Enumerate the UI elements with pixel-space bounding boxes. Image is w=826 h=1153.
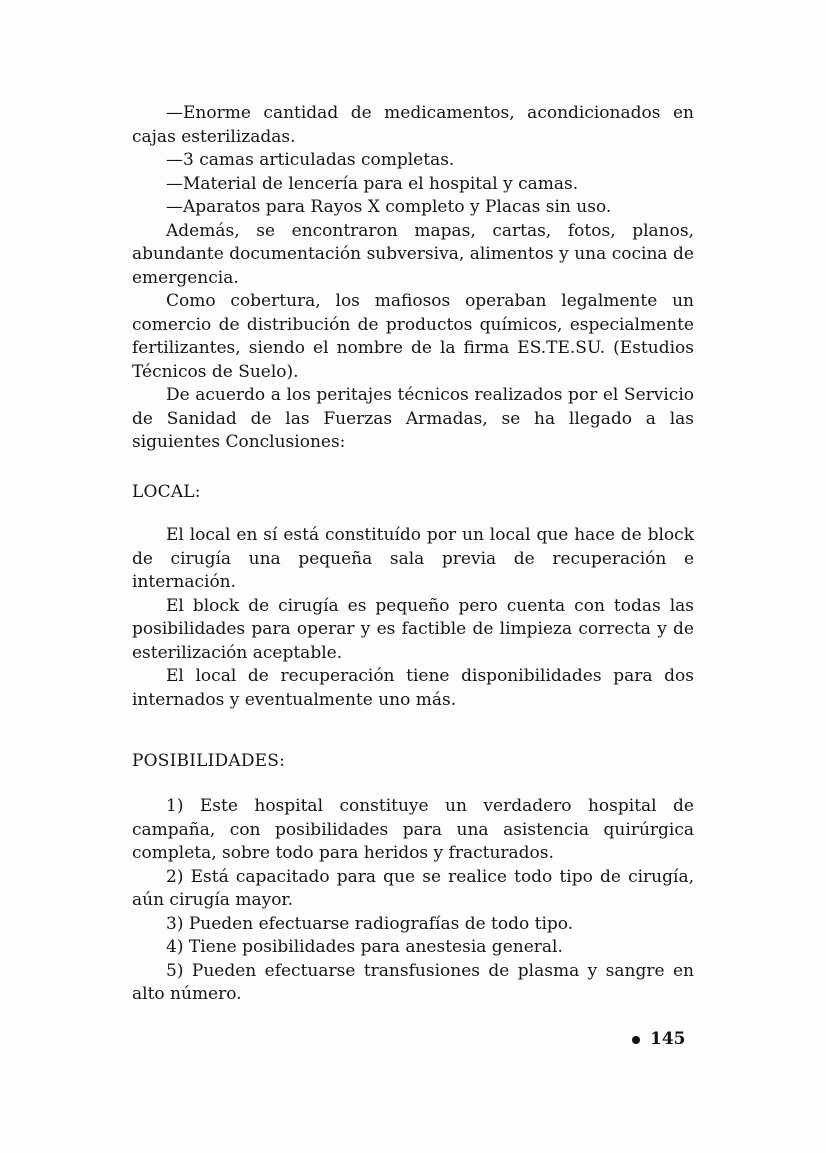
bullet-icon [632,1036,640,1044]
local-heading: LOCAL: [132,482,201,502]
posibilidades-item: 1) Este hospital constituye un verdadero hospital de campaña, con posibilidades para una asistencia quirúrgica completa, sobre todo para heridos y fracturados. [132,796,694,863]
intro-paragraph: Como cobertura, los mafiosos operaban legalmente un comercio de distribución de productos químicos, especialmente fertilizantes, siendo el nombre de la firma ES.TE.SU. (Estudios Técnicos de Suelo). [132,291,694,382]
posibilidades-heading: POSIBILIDADES: [132,751,286,771]
intro-line: —Enorme cantidad de medicamentos, acondicionados en cajas esterilizadas. [132,103,694,147]
local-paragraph: El local en sí está constituído por un local que hace de block de cirugía una pequeña sala previa de recuperación e internación. [132,525,694,592]
posibilidades-section [132,795,694,1007]
posibilidades-item: 4) Tiene posibilidades para anestesia general. [166,937,563,957]
page-footer [632,1028,686,1051]
intro-section [132,102,694,455]
posibilidades-item: 5) Pueden efectuarse transfusiones de plasma y sangre en alto número. [132,960,694,1004]
intro-line: —3 camas articuladas completas. [166,150,455,170]
intro-line: —Aparatos para Rayos X completo y Placas sin uso. [166,197,612,217]
intro-paragraph: Además, se encontraron mapas, cartas, fotos, planos, abundante documentación subversiva, alimentos y una cocina de emergencia. [132,220,694,288]
page-number: 145 [650,1029,686,1049]
local-section [132,524,694,712]
intro-paragraph: De acuerdo a los peritajes técnicos realizados por el Servicio de Sanidad de las Fuerzas Armadas, se ha llegado a las siguientes Conclusiones: [132,385,694,452]
posibilidades-item: 3) Pueden efectuarse radiografías de todo tipo. [166,913,574,934]
posibilidades-item: 2) Está capacitado para que se realice todo tipo de cirugía, aún cirugía mayor. [132,866,694,910]
local-paragraph: El block de cirugía es pequeño pero cuenta con todas las posibilidades para operar y es factible de limpieza correcta y de esterilización aceptable. [132,595,694,663]
intro-line: —Material de lencería para el hospital y camas. [166,173,579,194]
local-paragraph: El local de recuperación tiene disponibilidades para dos internados y eventualmente uno más. [132,666,694,710]
